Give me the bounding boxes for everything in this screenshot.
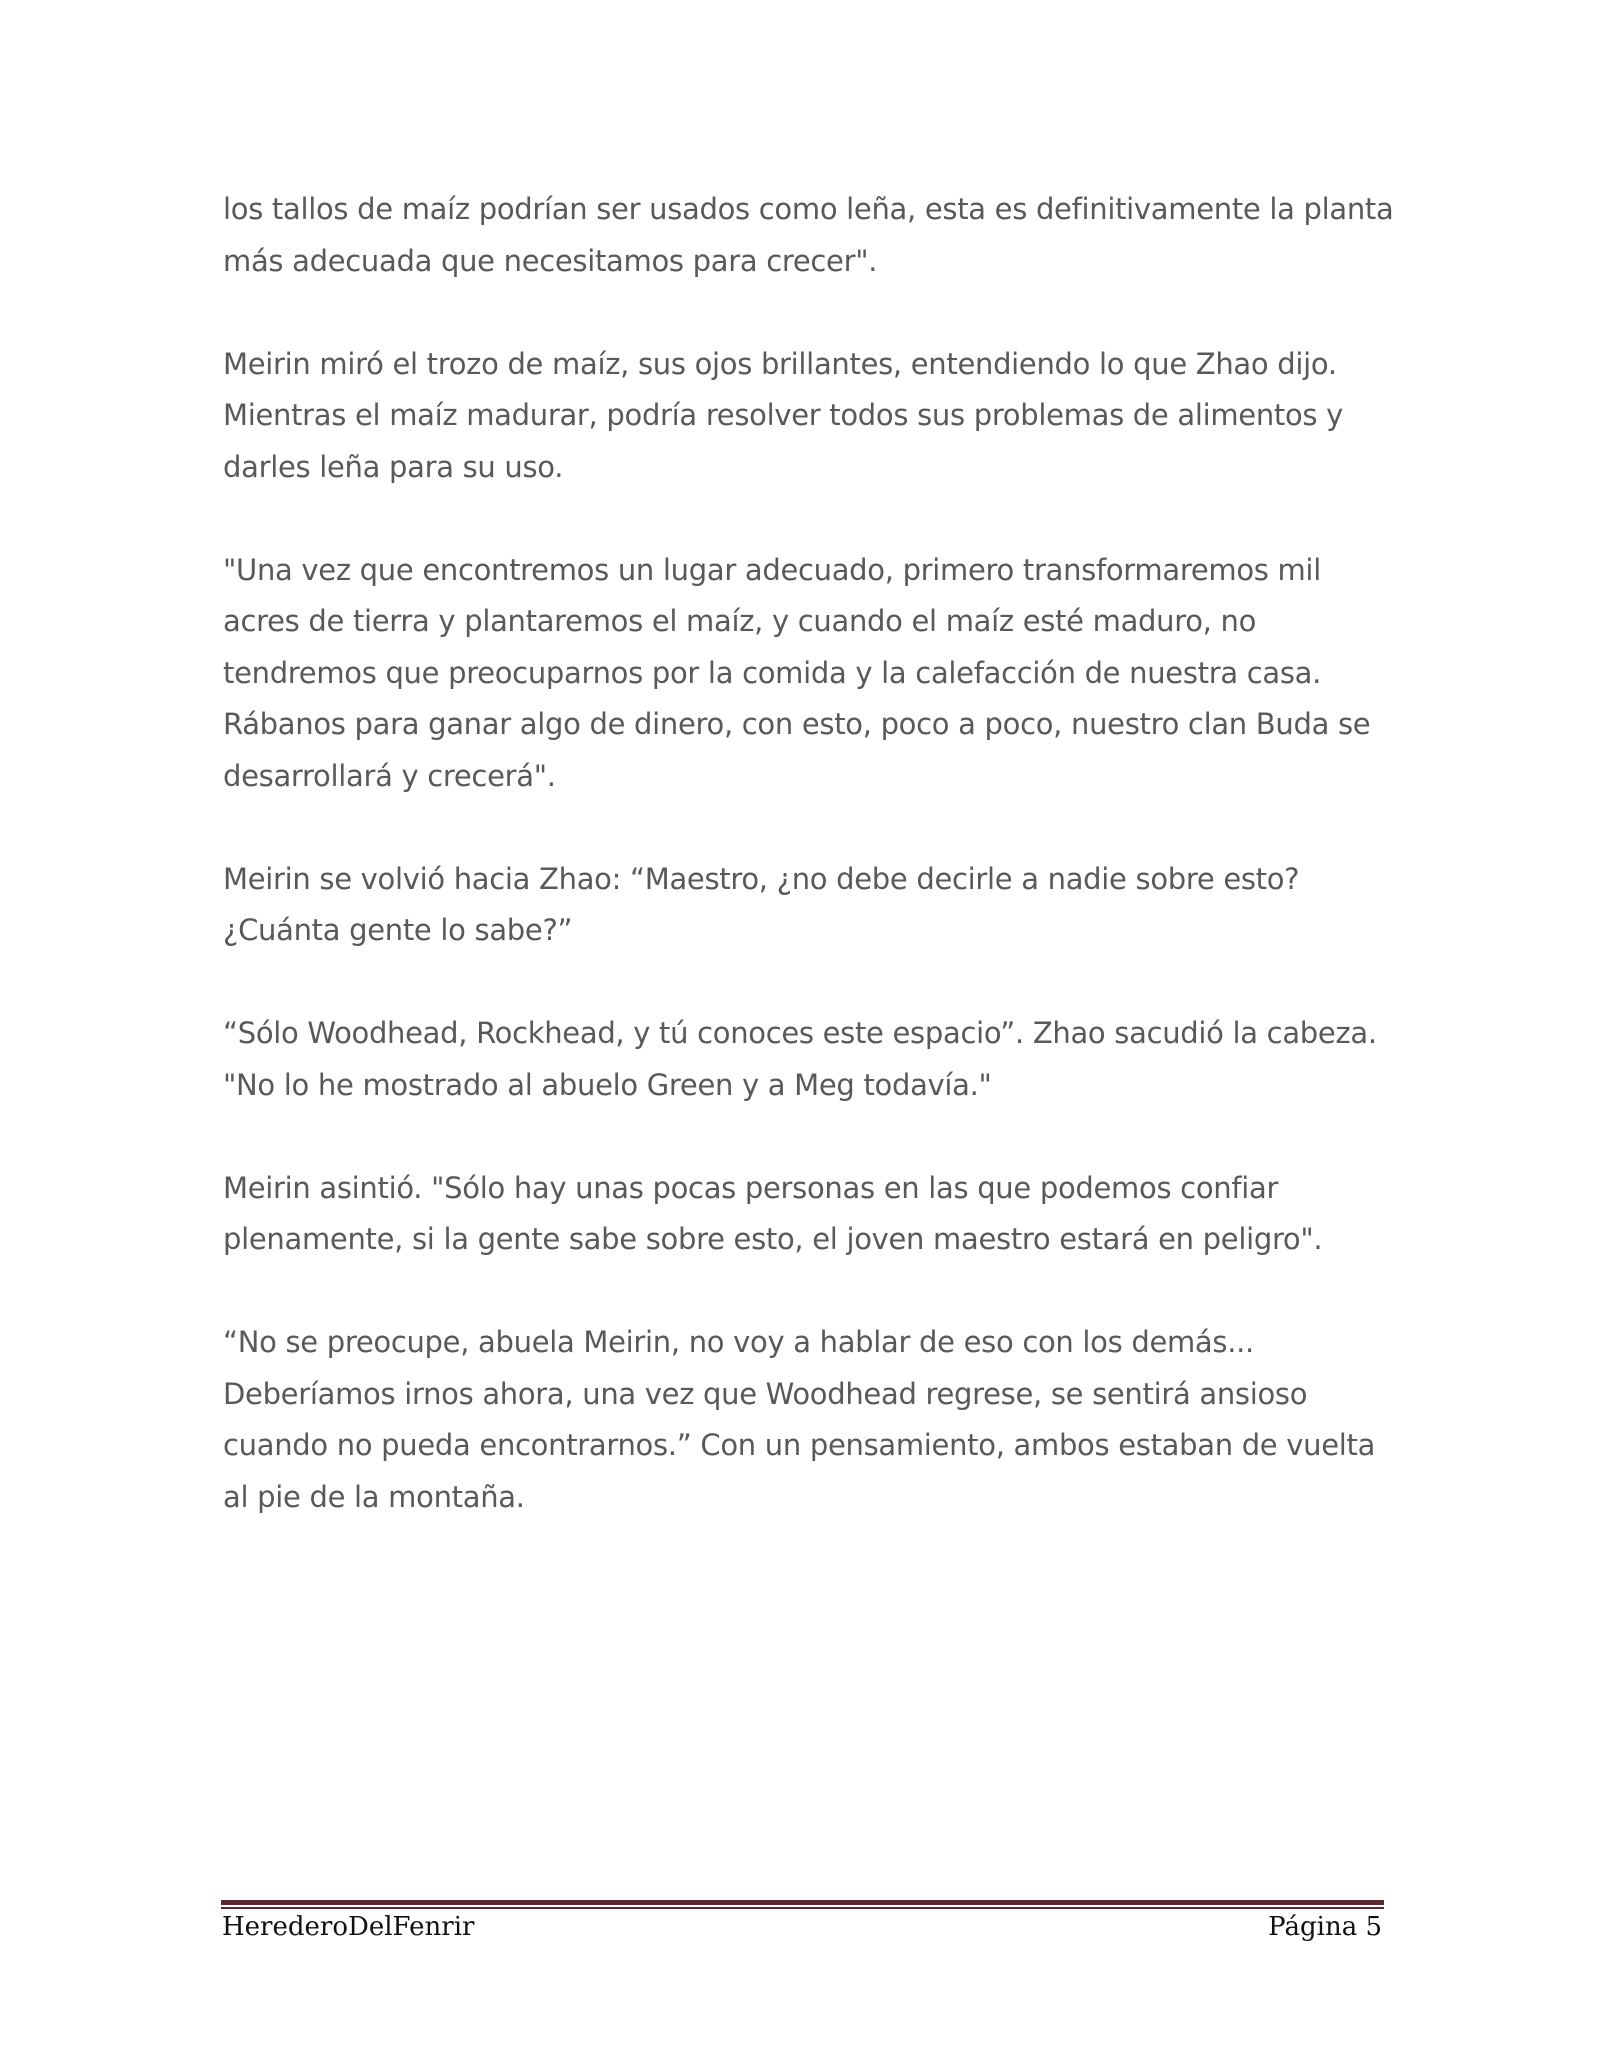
paragraph-1: los tallos de maíz podrían ser usados como leña, esta es definitivamente la planta más adecuada que necesitamos para crecer". — [223, 192, 1394, 278]
paragraph-5: “Sólo Woodhead, Rockhead, y tú conoces este espacio”. Zhao sacudió la cabeza. "No lo he mostrado al abuelo Green y a Meg todavía." — [223, 1016, 1377, 1102]
footer-divider — [221, 1900, 1384, 1909]
paragraph-2: Meirin miró el trozo de maíz, sus ojos brillantes, entendiendo lo que Zhao dijo. Mientras el maíz madurar, podría resolver todos sus problemas de alimentos y darles leña para su uso. — [223, 346, 1344, 484]
footer-divider-thin — [221, 1907, 1384, 1909]
body-text — [223, 184, 1395, 1523]
paragraph-3: "Una vez que encontremos un lugar adecuado, primero transformaremos mil acres de tierra y plantaremos el maíz, y cuando el maíz esté maduro, no tendremos que preocuparnos por la comida y la calefacción de nuestra casa. Rábanos para ganar algo de dinero, con esto, poco a poco, nuestro clan Buda se desarrollará y crecerá". — [223, 552, 1371, 793]
paragraph-4: Meirin se volvió hacia Zhao: “Maestro, ¿no debe decirle a nadie sobre esto? ¿Cuánta gente lo sabe?” — [223, 861, 1300, 947]
footer-author: HerederoDelFenrir — [222, 1912, 475, 1942]
footer-page-number: Página 5 — [1268, 1912, 1382, 1942]
page-footer — [222, 1912, 1382, 1952]
paragraph-6: Meirin asintió. "Sólo hay unas pocas personas en las que podemos confiar plenamente, si la gente sabe sobre esto, el joven maestro estará en peligro". — [223, 1170, 1323, 1256]
paragraph-7: “No se preocupe, abuela Meirin, no voy a hablar de eso con los demás... Deberíamos irnos ahora, una vez que Woodhead regrese, se sentirá ansioso cuando no pueda encontrarnos.” Con un pensamiento, ambos estaban de vuelta al pie de la montaña. — [223, 1325, 1376, 1514]
